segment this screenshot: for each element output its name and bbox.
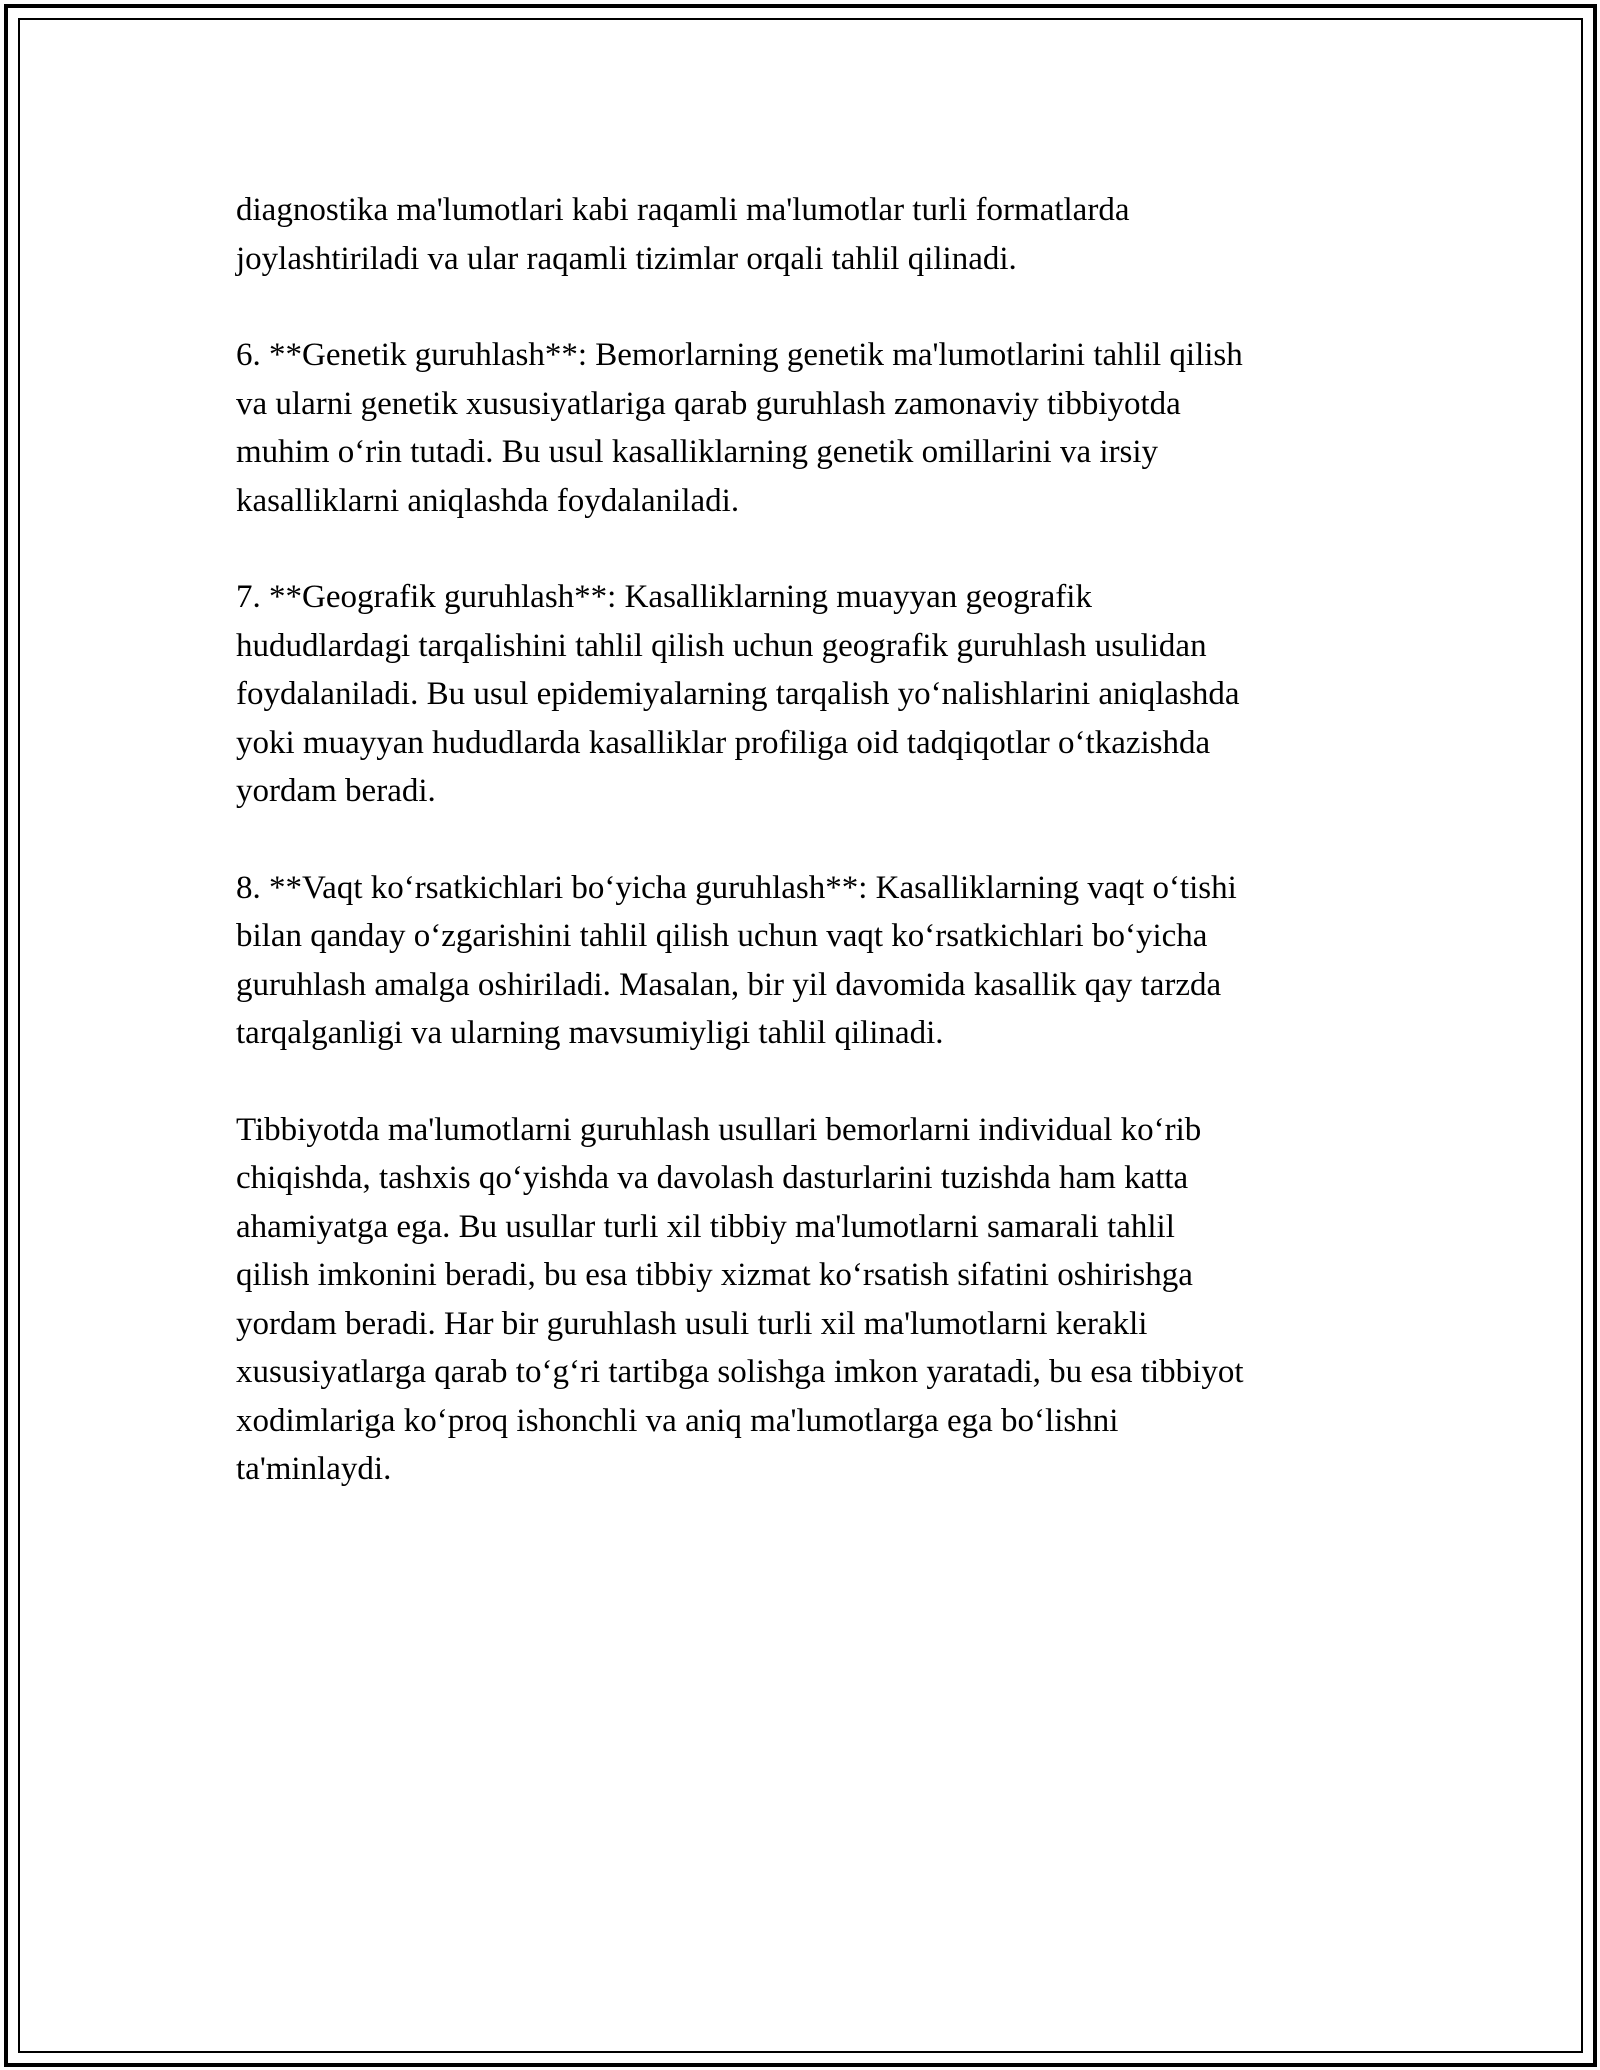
text-line: xodimlariga ko‘proq ishonchli va aniq ma'lumotlarga ega bo‘lishni bbox=[236, 1402, 1119, 1439]
paragraph-genetic-grouping bbox=[236, 331, 1376, 525]
text-line: bilan qanday o‘zgarishini tahlil qilish uchun vaqt ko‘rsatkichlari bo‘yicha bbox=[236, 918, 1208, 954]
text-line: 8. **Vaqt ko‘rsatkichlari bo‘yicha guruhlash**: Kasalliklarning vaqt o‘tishi bbox=[236, 869, 1237, 906]
text-line: yoki muayyan hududlarda kasalliklar profiliga oid tadqiqotlar o‘tkazishda bbox=[236, 724, 1211, 761]
text-line: guruhlash amalga oshiriladi. Masalan, bir yil davomida kasallik qay tarzda bbox=[236, 966, 1222, 1003]
text-line: Tibbiyotda ma'lumotlarni guruhlash usullari bemorlarni individual ko‘rib bbox=[236, 1111, 1202, 1148]
text-line: diagnostika ma'lumotlari kabi raqamli ma'lumotlar turli formatlarda bbox=[236, 192, 1130, 228]
paragraph-continuation bbox=[236, 186, 1376, 283]
text-line: 7. **Geografik guruhlash**: Kasalliklarning muayyan geografik bbox=[236, 579, 1092, 615]
text-line: foydalaniladi. Bu usul epidemiyalarning tarqalish yo‘nalishlarini aniqlashda bbox=[236, 676, 1240, 712]
text-line: yordam beradi. Har bir guruhlash usuli turli xil ma'lumotlarni kerakli bbox=[236, 1305, 1148, 1342]
text-line: ta'minlaydi. bbox=[236, 1451, 392, 1487]
text-line: joylashtiriladi va ular raqamli tizimlar orqali tahlil qilinadi. bbox=[236, 240, 1017, 277]
paragraph-conclusion bbox=[236, 1106, 1376, 1494]
text-line: ahamiyatga ega. Bu usullar turli xil tibbiy ma'lumotlarni samarali tahlil bbox=[236, 1208, 1175, 1245]
paragraph-geographic-grouping bbox=[236, 573, 1376, 816]
document-body bbox=[236, 186, 1376, 1542]
text-line: xususiyatlarga qarab to‘g‘ri tartibga solishga imkon yaratadi, bu esa tibbiyot bbox=[236, 1354, 1244, 1390]
text-line: hududlardagi tarqalishini tahlil qilish uchun geografik guruhlash usulidan bbox=[236, 627, 1207, 664]
text-line: tarqalganligi va ularning mavsumiyligi tahlil qilinadi. bbox=[236, 1015, 944, 1051]
text-line: yordam beradi. bbox=[236, 773, 436, 809]
text-line: 6. **Genetik guruhlash**: Bemorlarning genetik ma'lumotlarini tahlil qilish bbox=[236, 337, 1243, 373]
paragraph-time-grouping bbox=[236, 864, 1376, 1058]
text-line: chiqishda, tashxis qo‘yishda va davolash dasturlarini tuzishda ham katta bbox=[236, 1160, 1189, 1196]
text-line: va ularni genetik xususiyatlariga qarab guruhlash zamonaviy tibbiyotda bbox=[236, 385, 1181, 422]
text-line: qilish imkonini beradi, bu esa tibbiy xizmat ko‘rsatish sifatini oshirishga bbox=[236, 1257, 1193, 1293]
text-line: muhim o‘rin tutadi. Bu usul kasalliklarning genetik omillarini va irsiy bbox=[236, 434, 1159, 470]
text-line: kasalliklarni aniqlashda foydalaniladi. bbox=[236, 482, 740, 519]
